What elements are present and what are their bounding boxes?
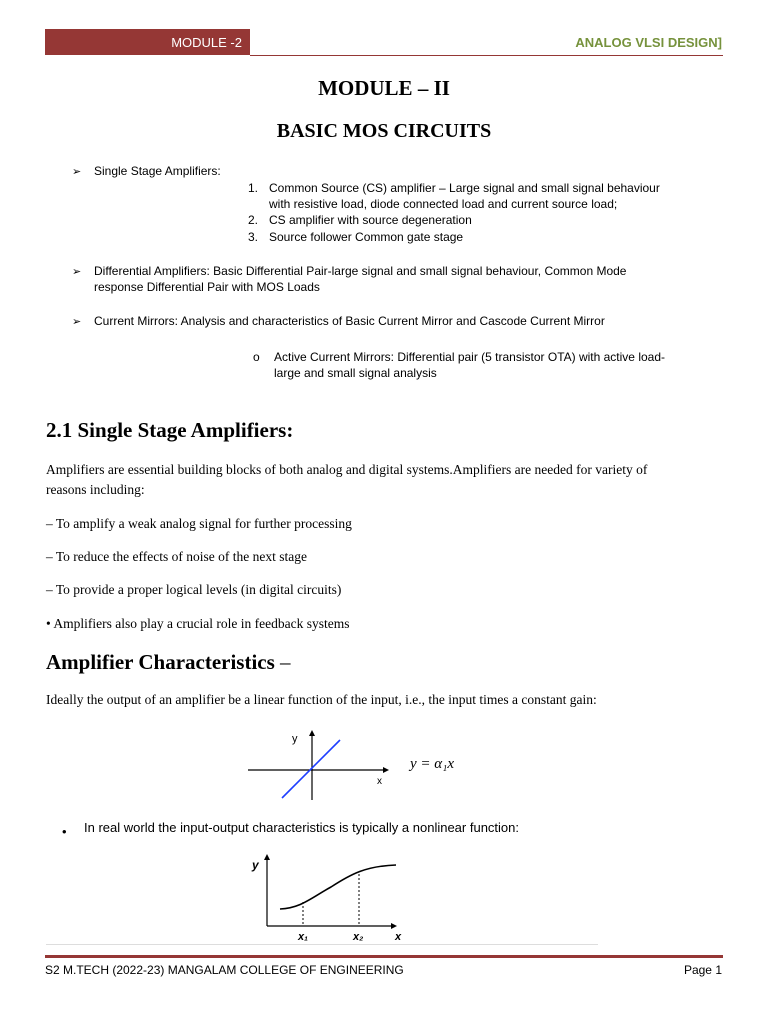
nonlinear-curve (280, 865, 396, 909)
syllabus-active-line2: large and small signal analysis (274, 366, 437, 380)
intro-line2: reasons including: (46, 482, 145, 497)
syllabus-differential-line2: response Differential Pair with MOS Loads (94, 280, 320, 294)
syllabus-differential-line1: Differential Amplifiers: Basic Differential Pair-large signal and small signal behaviour, Common Mode (94, 264, 627, 278)
syllabus-current-mirrors: Current Mirrors: Analysis and characteristics of Basic Current Mirror and Cascode Current Mirror (94, 314, 605, 328)
course-title: ANALOG VLSI DESIGN] (575, 35, 722, 50)
nonlinear-x-label: x (395, 931, 402, 943)
x2-label: x₂ (353, 931, 364, 943)
arrow-bullet-icon: ➢ (72, 316, 82, 328)
reason-1: – To amplify a weak analog signal for further processing (46, 516, 352, 531)
linear-gain-line (282, 740, 340, 798)
section-heading: 2.1 Single Stage Amplifiers: (46, 418, 294, 442)
reason-2: – To reduce the effects of noise of the next stage (46, 549, 307, 564)
syllabus-single-stage: Single Stage Amplifiers: (94, 164, 221, 178)
arrow-bullet-icon: ➢ (72, 166, 82, 178)
characteristics-text: Ideally the output of an amplifier be a linear function of the input, i.e., the input times a constant gain: (46, 692, 597, 707)
linear-y-arrow-icon (309, 730, 315, 736)
linear-equation: y = α₁x (410, 756, 455, 772)
syllabus-num-1: 1. (248, 181, 259, 195)
nonlinear-y-label: y (252, 858, 259, 872)
nonlinear-y-arrow-icon (264, 854, 270, 860)
characteristics-dash: – (274, 650, 291, 674)
figure-bullet: • (62, 824, 67, 839)
feedback-note: • Amplifiers also play a crucial role in feedback systems (46, 616, 350, 631)
circle-bullet-icon: o (253, 350, 260, 364)
syllabus-active-line1: Active Current Mirrors: Differential pair (5 transistor OTA) with active load- (274, 350, 666, 364)
nonlinear-text: In real world the input-output characteristics is typically a nonlinear function: (84, 820, 519, 835)
linear-x-label: x (377, 776, 382, 787)
syllabus-item-1-line1: Common Source (CS) amplifier – Large signal and small signal behaviour (269, 181, 660, 195)
syllabus-num-3: 3. (248, 230, 259, 244)
amplifier-figure (46, 722, 598, 945)
characteristics-heading (46, 650, 291, 675)
page-number: Page 1 (683, 963, 722, 977)
footer-college: S2 M.TECH (2022-23) MANGALAM COLLEGE OF ENGINEERING (45, 963, 404, 977)
module-tag (45, 29, 250, 55)
linear-y-label: y (292, 733, 298, 745)
reason-3: – To provide a proper logical levels (in digital circuits) (46, 582, 342, 597)
page-title: MODULE – II (318, 76, 450, 100)
syllabus-item-3: Source follower Common gate stage (269, 230, 464, 244)
module-tag-text: MODULE -2 (171, 34, 242, 50)
arrow-bullet-icon: ➢ (72, 266, 82, 278)
syllabus-item-1-line2: with resistive load, diode connected load and current source load; (269, 197, 618, 211)
nonlinear-x-arrow-icon (391, 923, 397, 929)
page-subtitle: BASIC MOS CIRCUITS (276, 120, 492, 142)
syllabus-num-2: 2. (248, 213, 259, 227)
intro-line1: Amplifiers are essential building blocks of both analog and digital systems.Amplifiers are needed for variety of (46, 462, 648, 477)
x1-label: x₁ (298, 931, 308, 943)
characteristics-heading-text: Amplifier Characteristics (46, 650, 275, 674)
linear-x-arrow-icon (383, 767, 389, 773)
footer-rule (45, 955, 723, 958)
header-rule (250, 55, 723, 56)
syllabus-item-2: CS amplifier with source degeneration (269, 213, 472, 227)
